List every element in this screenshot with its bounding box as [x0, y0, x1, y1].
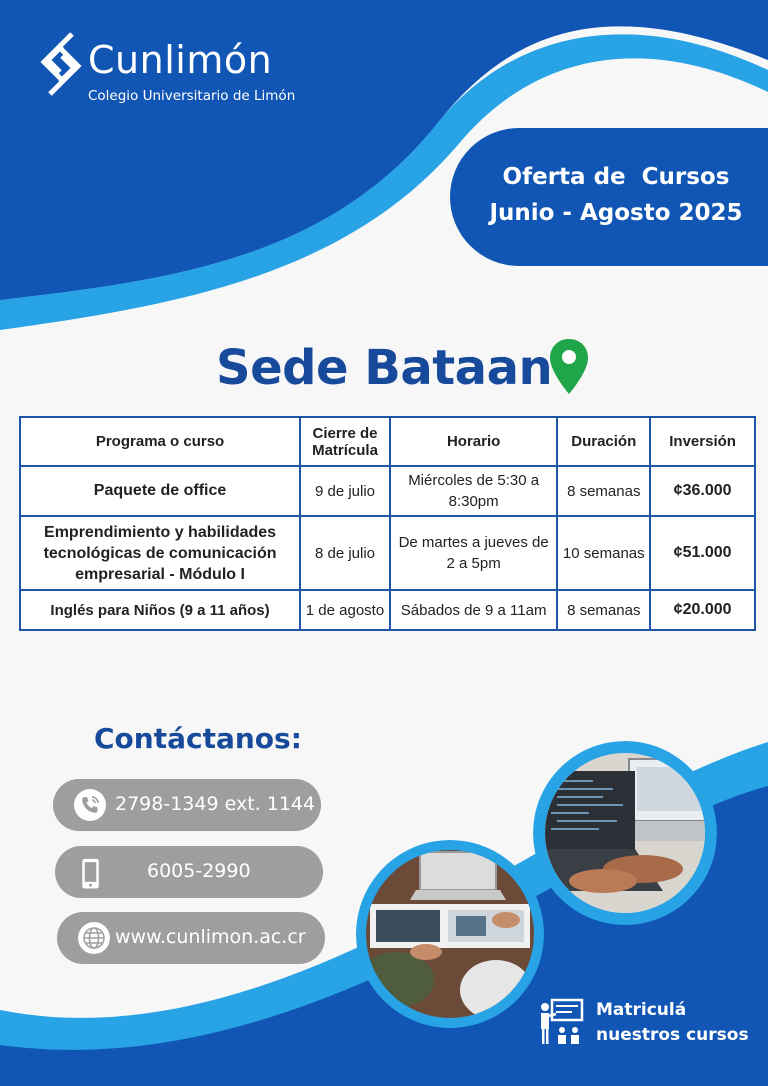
phone-pill[interactable]	[53, 779, 321, 831]
cunlimon-logo-icon	[36, 28, 86, 100]
cell-price: ¢36.000	[650, 466, 755, 516]
contact-title: Contáctanos:	[94, 722, 302, 755]
brand-logo	[36, 28, 316, 108]
campus-title: Sede Bataan	[216, 340, 553, 396]
classroom-icon	[538, 998, 584, 1046]
courses-table	[19, 416, 756, 631]
header-program: Programa o curso	[20, 417, 300, 466]
enroll-cta-line1: Matriculá	[596, 1000, 687, 1020]
table-header-row	[20, 417, 755, 466]
header-duration: Duración	[557, 417, 650, 466]
laptop-photo	[533, 741, 717, 925]
header-price: Inversión	[650, 417, 755, 466]
cell-closing: 1 de agosto	[300, 590, 390, 630]
location-pin-icon	[548, 337, 590, 397]
header-closing: Cierre de Matrícula	[300, 417, 390, 466]
cell-schedule: De martes a jueves de 2 a 5pm	[390, 516, 557, 590]
brand-name: Cunlimón	[88, 38, 273, 82]
table-row	[20, 516, 755, 590]
mobile-number: 6005-2990	[147, 860, 251, 882]
website-url: www.cunlimon.ac.cr	[115, 926, 306, 948]
cell-program: Inglés para Niños (9 a 11 años)	[20, 590, 300, 630]
cell-closing: 8 de julio	[300, 516, 390, 590]
phone-number: 2798-1349 ext. 1144	[115, 793, 316, 815]
brand-subtitle: Colegio Universitario de Limón	[88, 88, 296, 104]
globe-icon	[77, 921, 111, 955]
table-row	[20, 466, 755, 516]
offer-period: Junio - Agosto 2025	[489, 200, 743, 226]
cell-schedule: Miércoles de 5:30 a 8:30pm	[390, 466, 557, 516]
website-pill[interactable]	[57, 912, 325, 964]
cell-price: ¢51.000	[650, 516, 755, 590]
cell-program: Emprendimiento y habilidades tecnológicas de comunicación empresarial - Módulo I	[20, 516, 300, 590]
cell-duration: 8 semanas	[557, 590, 650, 630]
cell-schedule: Sábados de 9 a 11am	[390, 590, 557, 630]
table-row	[20, 590, 755, 630]
cell-program: Paquete de office	[20, 466, 300, 516]
students-photo	[356, 840, 544, 1028]
enroll-cta[interactable]	[596, 998, 749, 1048]
cell-closing: 9 de julio	[300, 466, 390, 516]
cell-price: ¢20.000	[650, 590, 755, 630]
cell-duration: 8 semanas	[557, 466, 650, 516]
enroll-cta-line2: nuestros cursos	[596, 1025, 749, 1045]
header-schedule: Horario	[390, 417, 557, 466]
phone-icon	[73, 788, 107, 822]
mobile-phone-icon	[79, 852, 107, 892]
mobile-pill[interactable]	[55, 846, 323, 898]
offer-title: Oferta de Cursos	[502, 164, 730, 190]
offer-badge	[450, 128, 768, 266]
cell-duration: 10 semanas	[557, 516, 650, 590]
